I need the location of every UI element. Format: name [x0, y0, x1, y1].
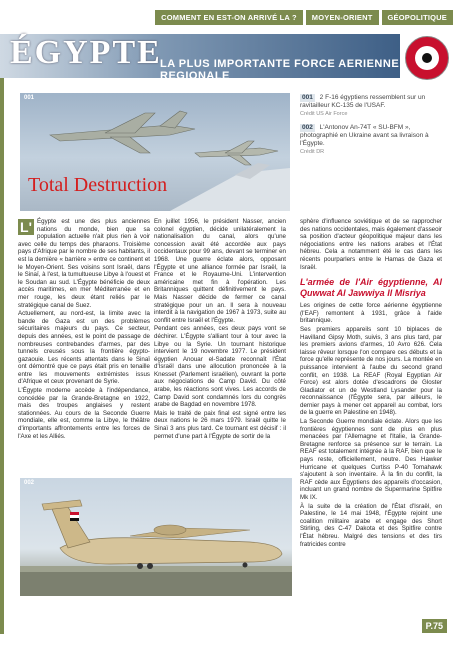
photo-antonov	[20, 478, 292, 596]
paragraph: Les origines de cette force aérienne égyptienne (l'EAF) remontent à 1931, grâce à l'aide britannique.	[300, 302, 442, 325]
antonov-illustration	[20, 478, 292, 596]
paragraph: En juillet 1956, le président Nasser, ancien colonel égyptien, décide unilatéralement la nationalisation du canal, alors qu'une concession avait été accordée aux pays occidentaux pour 99 ans, devant se terminer en 1968. Une guerre éclate alors, opposant l'Égypte et une alliance formée par Israël, la France et le Royaume-Uni. L'intervention américaine met fin à l'opération. Les Britanniques quittent définitivement le pays. Mais Nasser décide de fermer ce canal stratégique pour un an. Il sera à nouveau interdit à la navigation de 1967 à 1973, suite au conflit entre Israël et l'Égypte.	[154, 218, 286, 324]
body-column-2	[154, 218, 286, 441]
photo1-number: 001	[24, 95, 35, 101]
caption-number: 002	[302, 124, 313, 131]
caption-text: L'Antonov An-74T « SU-BFM », photographié en Ukraine avant sa livraison à l'Égypte.	[300, 124, 429, 147]
caption-text: 2 F-16 égyptiens ressemblent sur un ravitailleur KC-135 de l'USAF.	[300, 94, 426, 109]
side-strip	[0, 34, 4, 634]
caption-credit: Crédit US Air Force	[300, 111, 348, 117]
captions	[300, 94, 450, 162]
paragraph: sphère d'influence soviétique et de se rapprocher des nations occidentales, mais également d'asseoir sa position d'acteur géopolitique majeur dans les négociations entre les nations arabes et l'État hébreu. Cela a notamment été le cas dans les récents pourparlers entre le Hamas de Gaza et Israël.	[300, 218, 442, 271]
page-number: P.75	[422, 619, 447, 633]
tab-geopolitique[interactable]: GÉOPOLITIQUE	[382, 10, 454, 25]
section-subhead: L'armée de l'Air égyptienne, Al Quwwat Al Jawwiya Il Misriya	[300, 277, 442, 299]
body-column-1	[18, 218, 150, 441]
page-subtitle: LA PLUS IMPORTANTE FORCE AERIENNE REGIONALE	[160, 58, 400, 82]
section-tabs	[155, 10, 453, 25]
paragraph: L'Égypte moderne accède à l'indépendance, concédée par la Grande-Bretagne en 1922, mais des troupes anglaises y restent stationnées. Au cours de la Seconde Guerre mondiale, elle est, comme la Libye, le théâtre d'importants affrontements entre les forces de l'Axe et les Alliés.	[18, 387, 150, 440]
paragraph: La Seconde Guerre mondiale éclate. Alors que les frontières égyptiennes sont de plus en plus menacées par l'Allemagne et l'Italie, la Grande-Bretagne renforce sa présence sur le terrain. La REAF est totalement intégrée à la RAF, bien que le pays reste, officiellement, neutre. Des Hawker Hurricane et quelques Curtiss P-40 Tomahawk s'ajoutent à son inventaire. À la fin du conflit, la RAF cède aux Égyptiens des appareils d'occasion, incluant un grand nombre de Supermarine Spitfire Mk IX.	[300, 418, 442, 501]
paragraph: À la suite de la création de l'État d'Israël, en Palestine, le 14 mai 1948, l'Égypte rejoint une coalition militaire arabe et engage des Short Stirling, des C-47 Dakota et des Spitfire contre l'État hébreu. Malgré des tensions et des tirs fratricides contre	[300, 502, 442, 548]
tab-comment[interactable]: COMMENT EN EST-ON ARRIVÉ LA ?	[155, 10, 303, 25]
overlay-total-destruction: Total Destruction	[28, 174, 168, 196]
paragraph: Pendant ces années, ces deux pays vont se déchirer. L'Égypte s'alliant tour à tour avec la Libye ou la Syrie. Un tournant historique intervient le 19 novembre 1977. Le président égyptien Anouar el-Sadate reconnaît l'État d'Israël dans une allocution prononcée à la Knesset (Parlement israélien), ouvrant la porte aux négociations de Camp David. Du côté arabe, les réactions sont vives. Les accords de Camp David sont condamnés lors du congrès arabe de Bagdad en novembre 1978.	[154, 325, 286, 409]
drop-cap: L'	[18, 219, 34, 235]
paragraph: Mais le traité de paix final est signé entre les deux nations le 26 mars 1979. Israël quitte le Sinaï 3 ans plus tard. Ce tournant est décisif : il permet d'une part à l'Égypte de sortir de la	[154, 409, 286, 440]
caption-002	[300, 124, 450, 156]
tab-moyen-orient[interactable]: MOYEN-ORIENT	[306, 10, 379, 25]
caption-001	[300, 94, 450, 118]
paragraph: Égypte est une des plus anciennes nations du monde, bien que sa population actuelle n'ait plus rien à voir avec celle du temps des pharaons. Troisième pays d'Afrique par le nombre de ses habitants, il est la dernière « barrière » entre ce continent et le Moyen-Orient. Ses voisins sont Israël, dans le Sinaï, à l'est, la tumultueuse Libye à l'ouest et le Soudan au sud. L'Égypte bénéficie de deux accès maritimes, en mer Méditerranée et en mer rouge, les deux étant reliés par le stratégique canal de Suez.	[18, 218, 150, 309]
body-column-3	[300, 218, 442, 549]
page-title: ÉGYPTE	[10, 34, 162, 71]
paragraph: Ses premiers appareils sont 10 biplaces de Havilland Gipsy Moth, suivis, 3 ans plus tard, par les premiers avions d'armes, 10 Avro 626. Cela laisse rêveur lorsque l'on compare ces débuts et la force qu'elle représente de nos jours. La montée en puissance intervient à l'aube du second grand conflit, en 1938. La REAF (Royal Egyptian Air Force) est alors dotée d'escadrons de Gloster Gladiator et un de Westland Lysander pour la reconnaissance (l'Égypte sera, par ailleurs, le dernier pays à mener cet appareil au combat, lors de la guerre en Palestine en 1948).	[300, 325, 442, 417]
paragraph: Actuellement, au nord-est, la limite avec la bande de Gaza est un des problèmes sécuritaires majeurs du pays. Ce secteur, depuis des années, est le point de passage de nombreuses contrebandes d'armes, par des tunnels creusés sous la frontière égypto-gazaouie. Les récents attentats dans le Sinaï ont démontré que ce pays était pris en tenaille entre les mouvements extrémistes issus d'Afrique et ceux provenant de Syrie.	[18, 310, 150, 386]
photo2-number: 002	[24, 480, 35, 486]
caption-number: 001	[302, 94, 313, 101]
caption-credit: Crédit DR	[300, 149, 325, 155]
egypt-roundel-icon	[405, 36, 449, 80]
